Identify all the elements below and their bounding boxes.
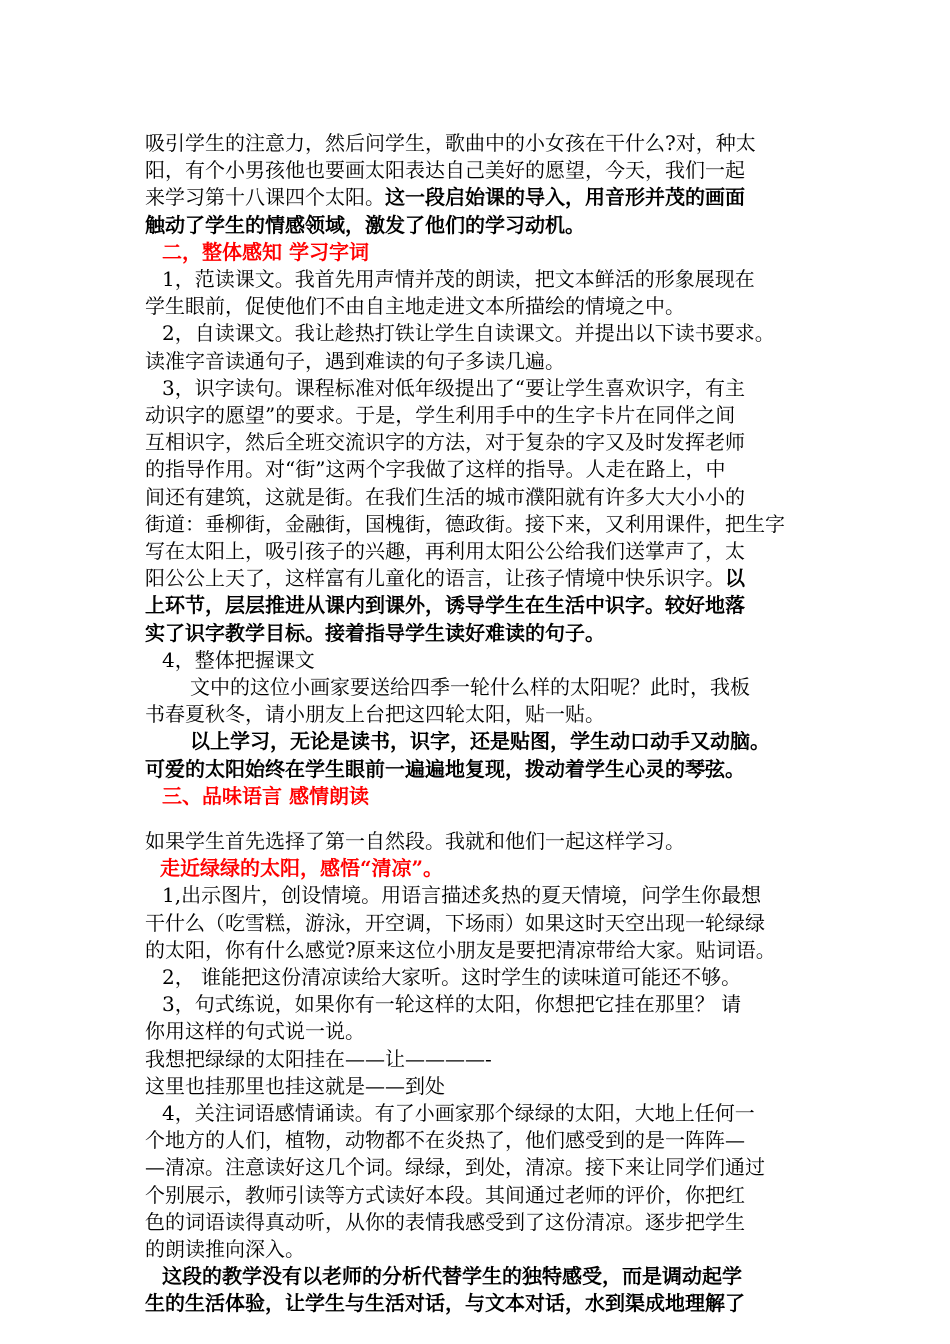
paragraph-line: 4，关注词语感情诵读。有了小画家那个绿绿的太阳，大地上任何一 — [162, 1101, 755, 1125]
text-run: 阳公公上天了，这样富有儿童化的语言，让孩子情境中快乐识字。 — [145, 566, 725, 590]
paragraph-line: 读准字音读通句子，遇到难读的句子多读几遍。 — [145, 349, 565, 373]
bold-commentary-line: 以上学习，无论是读书，识字，还是贴图，学生动口动手又动脑。 — [190, 729, 770, 753]
section-heading-3: 三、品味语言 感情朗读 — [162, 784, 369, 808]
bold-commentary-line: 上环节，层层推进从课内到课外，诱导学生在生活中识字。较好地落 — [145, 593, 745, 617]
paragraph-line: 动识字的愿望”的要求。于是，学生利用手中的生字卡片在同伴之间 — [145, 403, 736, 427]
paragraph-line: 色的词语读得真动听，从你的表情我感受到了这份清凉。逐步把学生 — [145, 1210, 745, 1234]
bold-commentary-line: 这段的教学没有以老师的分析代替学生的独特感受，而是调动起学 — [162, 1264, 742, 1288]
paragraph-line: 1,出示图片，创设情境。用语言描述炙热的夏天情境，问学生你最想 — [162, 883, 762, 907]
paragraph-line — [145, 184, 745, 211]
subsection-heading: 走近绿绿的太阳，感悟“清凉”。 — [160, 856, 444, 880]
paragraph-line: 个别展示，教师引读等方式读好本段。其间通过老师的评价，你把红 — [145, 1183, 745, 1207]
paragraph-line: 间还有建筑，这就是街。在我们生活的城市濮阳就有许多大大小小的 — [145, 485, 745, 509]
paragraph-line: 如果学生首先选择了第一自然段。我就和他们一起这样学习。 — [145, 829, 685, 853]
paragraph-line: 文中的这位小画家要送给四季一轮什么样的太阳呢？此时，我板 — [190, 675, 750, 699]
paragraph-line: 你用这样的句式说一说。 — [145, 1019, 365, 1043]
paragraph-line: 学生眼前，促使他们不由自主地走进文本所描绘的情境之中。 — [145, 294, 685, 318]
paragraph-line: 这里也挂那里也挂这就是——到处 — [145, 1074, 445, 1098]
paragraph-line: 吸引学生的注意力，然后问学生，歌曲中的小女孩在干什么?对，种太 — [145, 131, 756, 155]
paragraph-line — [145, 565, 745, 592]
paragraph-line: 4，整体把握课文 — [162, 648, 315, 672]
bold-commentary: 以 — [725, 566, 745, 590]
section-heading-2: 二，整体感知 学习字词 — [162, 240, 369, 264]
paragraph-line: 2， 谁能把这份清凉读给大家听。这时学生的读味道可能还不够。 — [162, 965, 742, 989]
paragraph-line: 1，范读课文。我首先用声情并茂的朗读，把文本鲜活的形象展现在 — [162, 267, 755, 291]
paragraph-line: 阳，有个小男孩他也要画太阳表达自己美好的愿望，今天，我们一起 — [145, 158, 745, 182]
paragraph-line: 书春夏秋冬，请小朋友上台把这四轮太阳，贴一贴。 — [145, 702, 605, 726]
paragraph-line: 干什么（吃雪糕，游泳，开空调，下场雨）如果这时天空出现一轮绿绿 — [145, 911, 765, 935]
paragraph-line: 个地方的人们，植物，动物都不在炎热了，他们感受到的是一阵阵— — [145, 1128, 745, 1152]
paragraph-line: 的指导作用。对“街”这两个字我做了这样的指导。人走在路上，中 — [145, 457, 726, 481]
paragraph-line: 2，自读课文。我让趁热打铁让学生自读课文。并提出以下读书要求。 — [162, 321, 775, 345]
paragraph-line: —清凉。注意读好这几个词。绿绿，到处，清凉。接下来让同学们通过 — [145, 1155, 765, 1179]
paragraph-line: 3，句式练说，如果你有一轮这样的太阳，你想把它挂在那里？ 请 — [162, 992, 742, 1016]
paragraph-line: 互相识字，然后全班交流识字的方法，对于复杂的字又及时发挥老师 — [145, 430, 745, 454]
bold-commentary: 这一段启始课的导入，用音形并茂的画面 — [385, 185, 745, 209]
paragraph-line: 3，识字读句。课程标准对低年级提出了“要让学生喜欢识字，有主 — [162, 376, 745, 400]
text-run: 来学习第十八课四个太阳。 — [145, 185, 385, 209]
bold-commentary-line: 可爱的太阳始终在学生眼前一遍遍地复现，拨动着学生心灵的琴弦。 — [145, 757, 745, 781]
paragraph-line: 我想把绿绿的太阳挂在——让————- — [145, 1047, 492, 1071]
paragraph-line: 的朗读推向深入。 — [145, 1237, 305, 1261]
bold-commentary-line: 触动了学生的情感领域，激发了他们的学习动机。 — [145, 213, 585, 237]
paragraph-line: 街道：垂柳街，金融街，国槐街，德政街。接下来，又利用课件，把生字 — [145, 512, 785, 536]
paragraph-line: 写在太阳上，吸引孩子的兴趣，再利用太阳公公给我们送掌声了，太 — [145, 539, 745, 563]
bold-commentary-line: 实了识字教学目标。接着指导学生读好难读的句子。 — [145, 621, 605, 645]
paragraph-line: 的太阳，你有什么感觉?原来这位小朋友是要把清凉带给大家。贴词语。 — [145, 938, 776, 962]
bold-commentary-line: 生的生活体验，让学生与生活对话，与文本对话，水到渠成地理解了 — [145, 1291, 745, 1315]
